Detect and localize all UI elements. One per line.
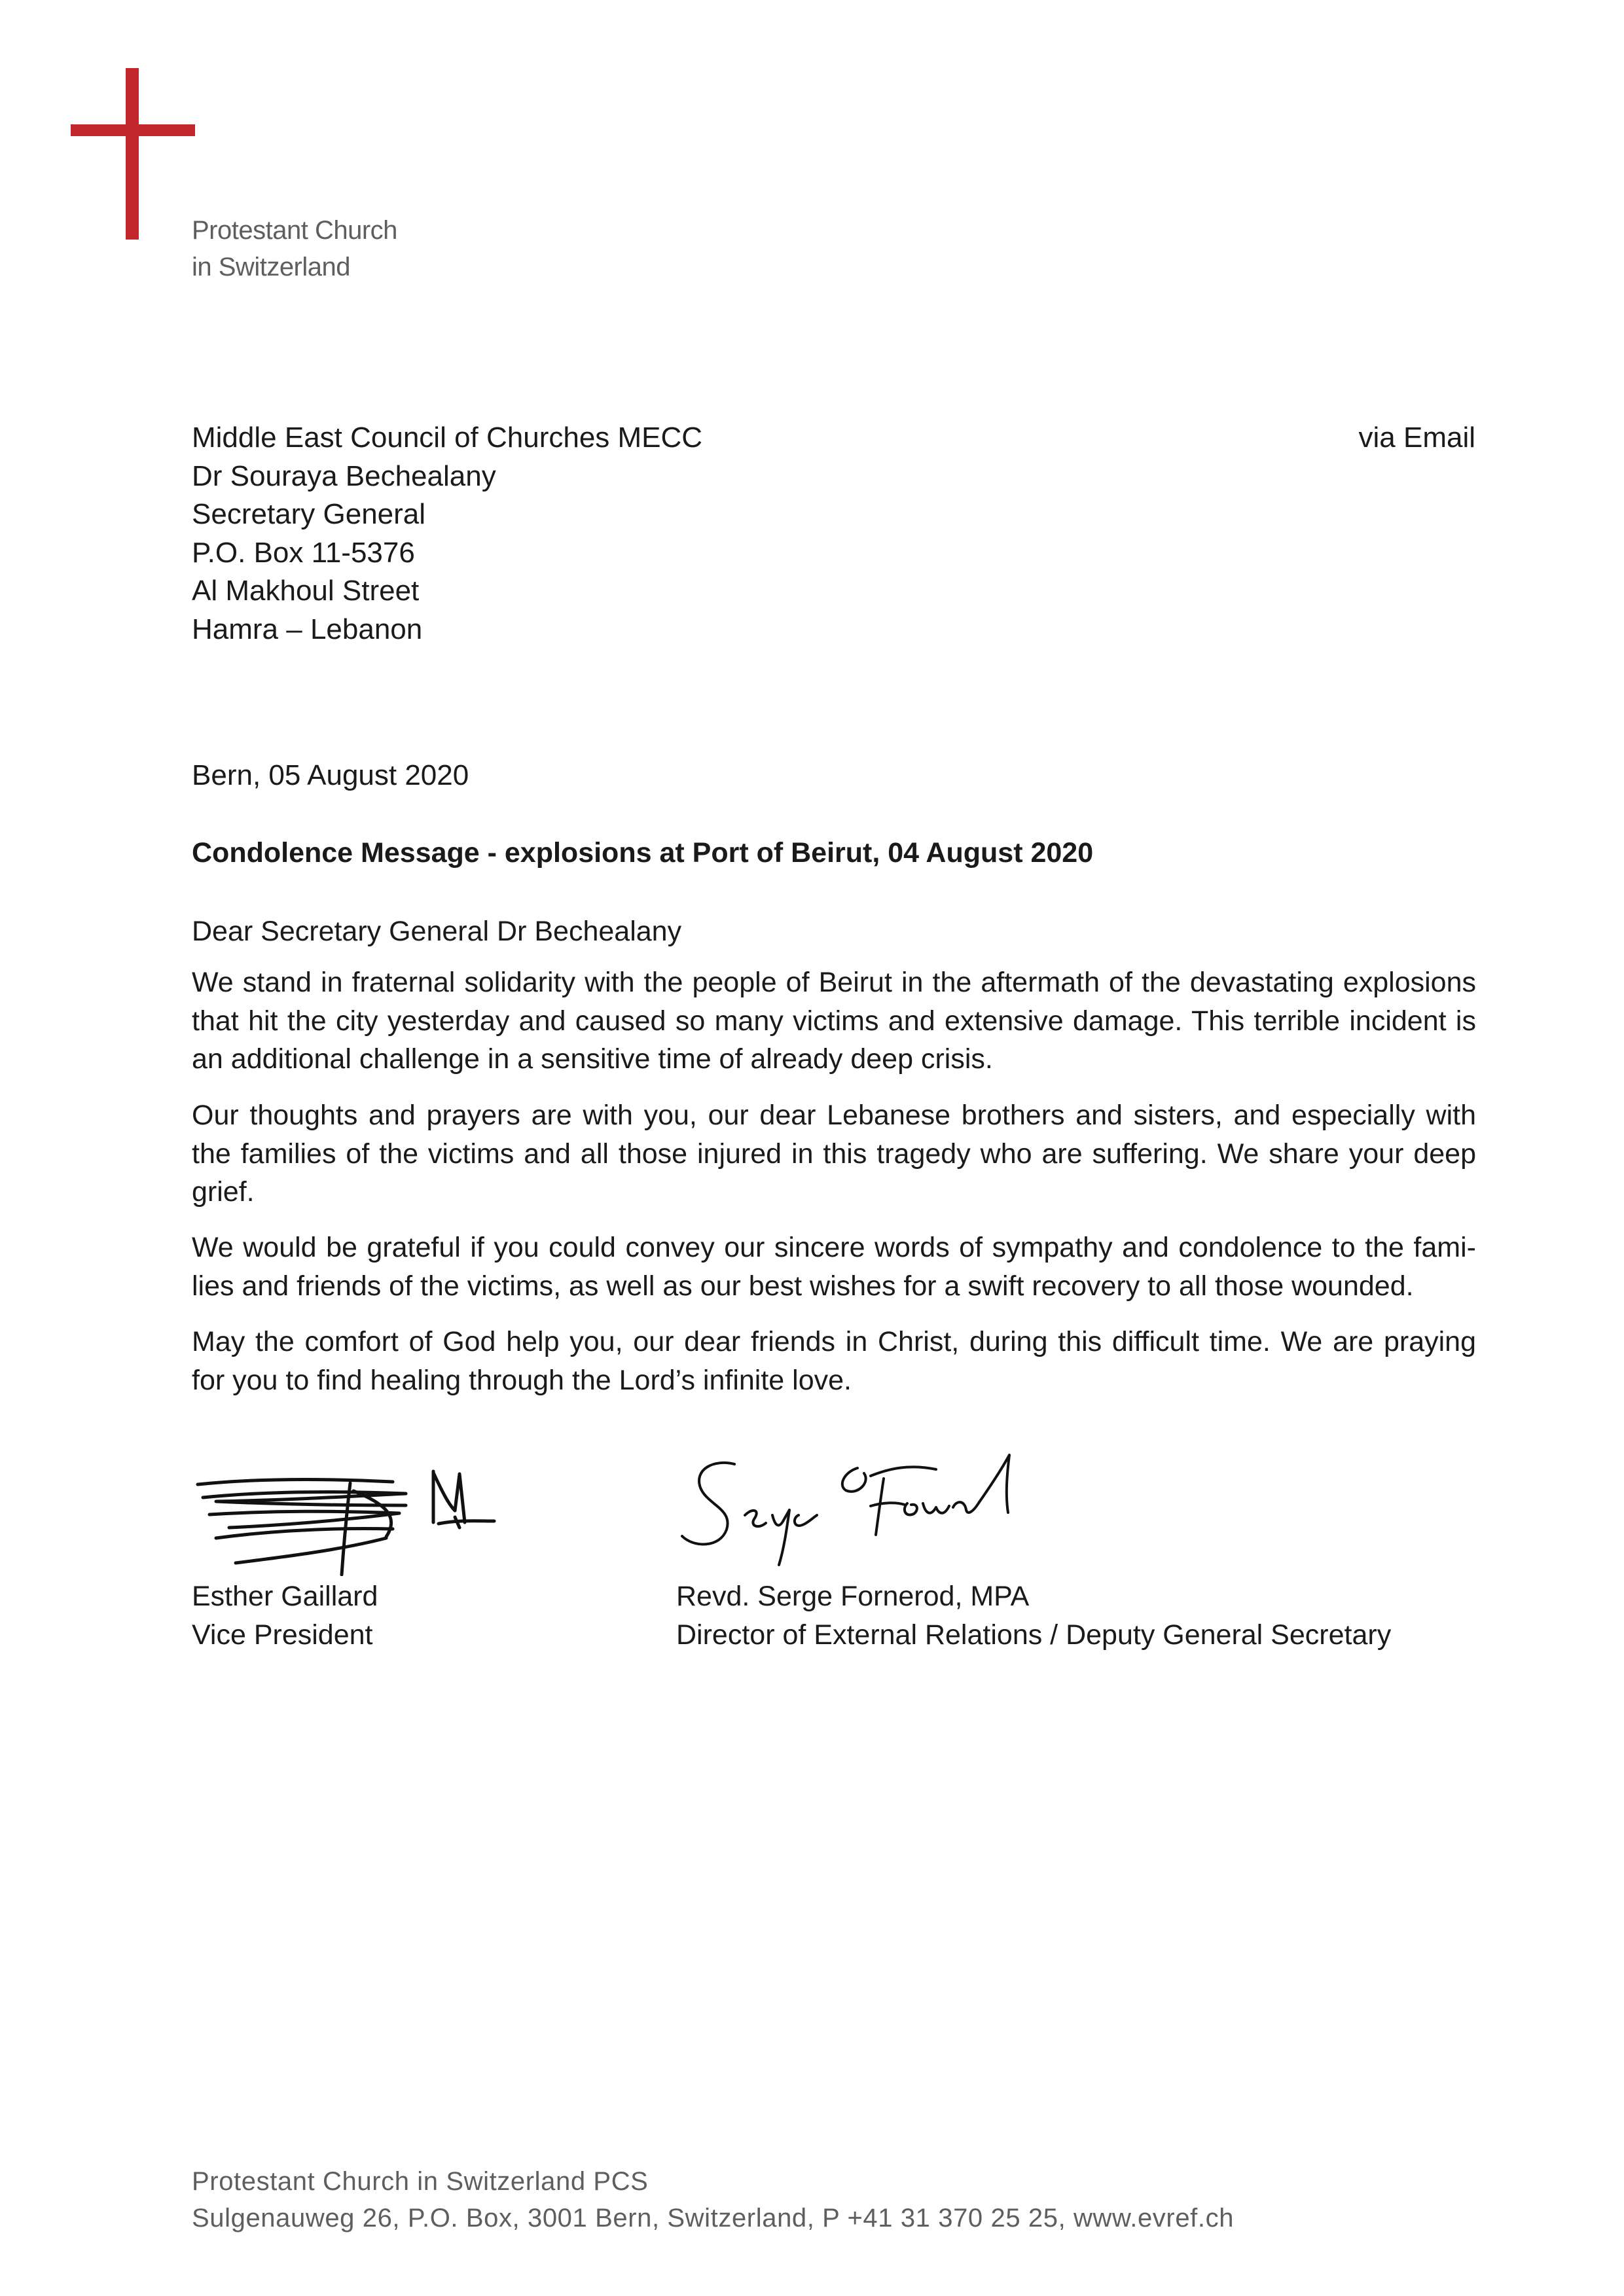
signer-name: Esther Gaillard [192, 1581, 378, 1612]
recipient-city: Hamra – Lebanon [192, 613, 423, 645]
letter-date: Bern, 05 August 2020 [192, 759, 469, 791]
cross-logo-icon [71, 68, 195, 240]
paragraph-line: Our thoughts and prayers are with you, our dear Lebanese brothers and sisters, and especially with [192, 1100, 1476, 1131]
signature-serge-fornerod-icon [674, 1450, 1041, 1568]
paragraph-line: May the comfort of God help you, our dear friends in Christ, during this difficult time. We are praying [192, 1326, 1476, 1357]
recipient-street: Al Makhoul Street [192, 575, 420, 607]
signer-esther-gaillard [192, 1577, 378, 1655]
body-paragraph-3 [192, 1229, 1476, 1305]
footer-address: Sulgenauweg 26, P.O. Box, 3001 Bern, Switzerland, P +41 31 370 25 25, www.evref.ch [192, 2204, 1235, 2233]
brand-line-1: Protestant Church [192, 216, 397, 245]
brand-line-2: in Switzerland [192, 253, 351, 281]
paragraph-line: the families of the victims and all those injured in this tragedy who are suffering. We share your deep [192, 1138, 1476, 1170]
footer-organization: Protestant Church in Switzerland PCS [192, 2167, 649, 2196]
recipient-po-box: P.O. Box 11-5376 [192, 536, 415, 569]
delivery-method: via Email [1358, 422, 1475, 454]
body-paragraph-2 [192, 1096, 1476, 1211]
signer-serge-fornerod [676, 1577, 1391, 1655]
body-paragraph-4 [192, 1323, 1476, 1399]
cross-horizontal-bar [71, 124, 195, 136]
signer-title: Director of External Relations / Deputy General Secretary [676, 1619, 1392, 1651]
recipient-organization: Middle East Council of Churches MECC [192, 422, 703, 454]
paragraph-line: an additional challenge in a sensitive time of already deep crisis. [192, 1043, 993, 1075]
paragraph-line: for you to find healing through the Lord’s infinite love. [192, 1364, 852, 1396]
paragraph-line: lies and friends of the victims, as well as our best wishes for a swift recovery to all those wounded. [192, 1270, 1414, 1302]
letter-footer [192, 2163, 1234, 2236]
body-paragraph-1 [192, 963, 1476, 1079]
letter-salutation: Dear Secretary General Dr Bechealany [192, 916, 682, 947]
paragraph-line: grief. [192, 1176, 255, 1208]
brand-name [192, 212, 397, 285]
letter-subject: Condolence Message - explosions at Port of Beirut, 04 August 2020 [192, 837, 1094, 869]
paragraph-line: We would be grateful if you could convey our sincere words of sympathy and condolence to the fami- [192, 1232, 1476, 1263]
signer-title: Vice President [192, 1619, 373, 1651]
recipient-address [192, 419, 702, 649]
recipient-name: Dr Souraya Bechealany [192, 459, 496, 492]
paragraph-line: We stand in fraternal solidarity with the people of Beirut in the aftermath of the devastating explosions [192, 967, 1476, 998]
signature-esther-gaillard-icon [190, 1465, 497, 1576]
cross-vertical-bar [126, 68, 139, 240]
signer-name: Revd. Serge Fornerod, MPA [676, 1581, 1030, 1612]
recipient-title: Secretary General [192, 498, 426, 530]
paragraph-line: that hit the city yesterday and caused so many victims and extensive damage. This terrible incident is [192, 1005, 1476, 1037]
